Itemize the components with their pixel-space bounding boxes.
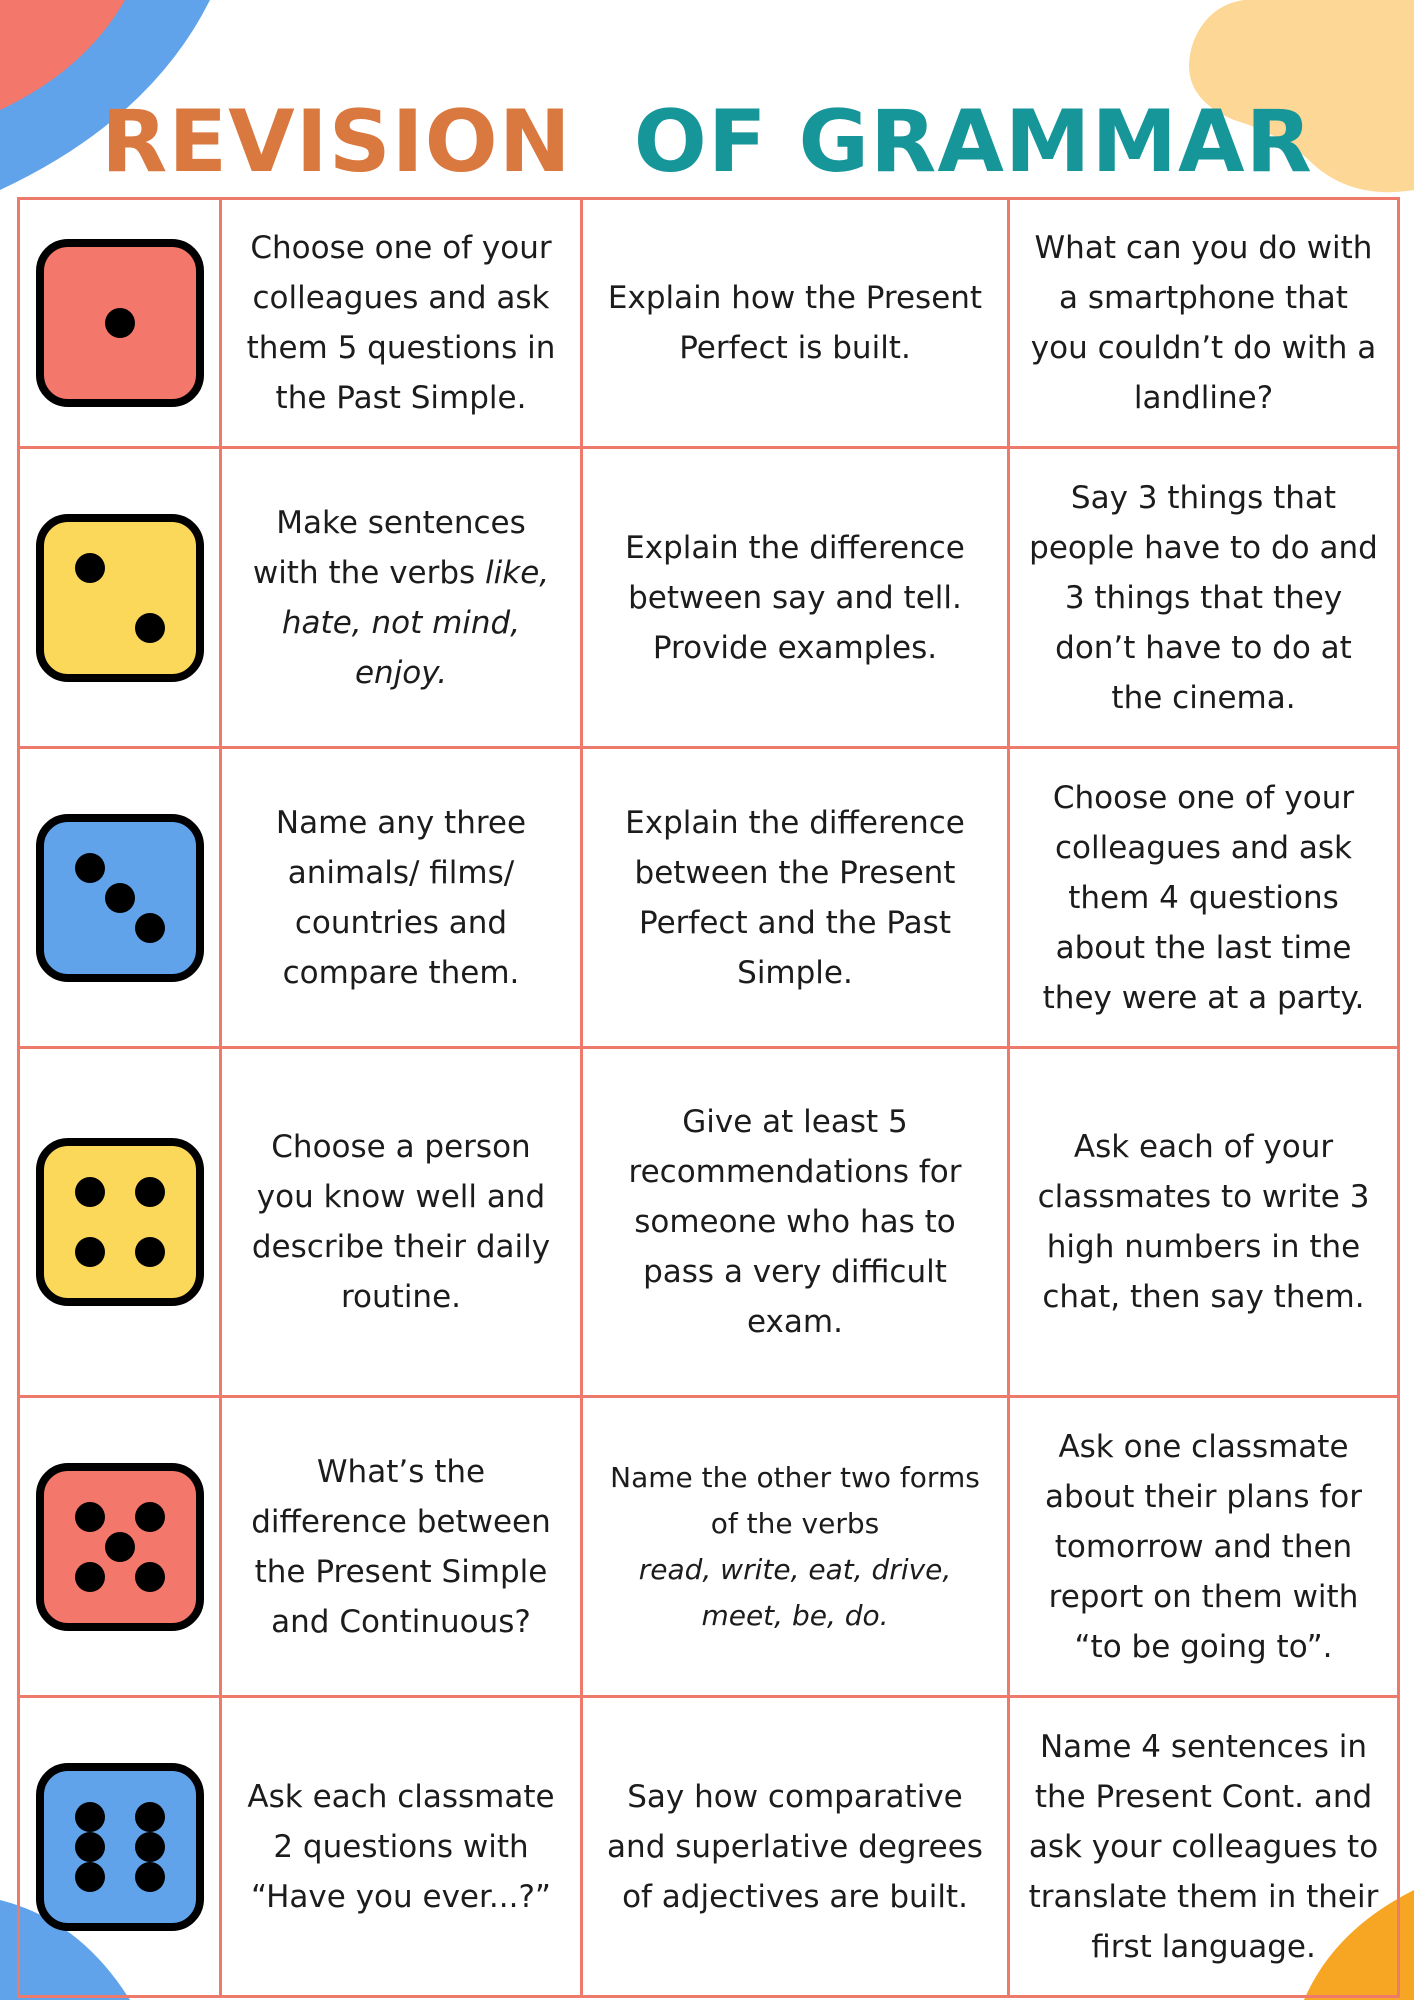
die-pip	[75, 853, 105, 883]
grid-row-2	[19, 448, 1399, 748]
die-pip	[135, 1562, 165, 1592]
die-face	[40, 1767, 200, 1927]
die-cell-1	[19, 199, 221, 448]
task-cell-5-2	[582, 1397, 1009, 1697]
die-face	[40, 1142, 200, 1302]
die-cell-5	[19, 1397, 221, 1697]
die-pip	[105, 883, 135, 913]
task-cell-6-1: Ask each classmate 2 questions with “Have you ever...?”	[221, 1697, 582, 1997]
die-pip	[135, 1802, 165, 1832]
page-title	[0, 92, 1414, 192]
task-cell-3-2: Explain the difference between the Present Perfect and the Past Simple.	[582, 748, 1009, 1048]
die-six-icon	[35, 1762, 205, 1932]
die-pip	[75, 1862, 105, 1892]
task-cell-3-1: Name any three animals/ films/ countries and compare them.	[221, 748, 582, 1048]
activity-grid	[17, 197, 1400, 1998]
grid-row-4	[19, 1048, 1399, 1397]
die-pip	[75, 1177, 105, 1207]
die-pip	[135, 1177, 165, 1207]
die-pip	[135, 613, 165, 643]
die-pip	[105, 308, 135, 338]
task-cell-1-2: Explain how the Present Perfect is built.	[582, 199, 1009, 448]
die-pip	[75, 1802, 105, 1832]
task-cell-5-3: Ask one classmate about their plans for tomorrow and then report on them with “to be going to”.	[1009, 1397, 1399, 1697]
task-cell-3-3: Choose one of your colleagues and ask them 4 questions about the last time they were at a party.	[1009, 748, 1399, 1048]
die-pip	[135, 1862, 165, 1892]
grid-row-5	[19, 1397, 1399, 1697]
task-cell-1-3: What can you do with a smartphone that you couldn’t do with a landline?	[1009, 199, 1399, 448]
die-pip	[75, 1502, 105, 1532]
title-part-of-grammar: OF GRAMMAR	[633, 92, 1313, 192]
task-cell-5-1: What’s the difference between the Present Simple and Continuous?	[221, 1397, 582, 1697]
grid-row-1	[19, 199, 1399, 448]
die-pip	[135, 1832, 165, 1862]
task-cell-1-1: Choose one of your colleagues and ask them 5 questions in the Past Simple.	[221, 199, 582, 448]
die-three-icon	[35, 813, 205, 983]
die-cell-6	[19, 1697, 221, 1997]
die-face	[40, 518, 200, 678]
die-five-icon	[35, 1462, 205, 1632]
die-pip	[75, 1562, 105, 1592]
task-cell-2-2: Explain the difference between say and tell. Provide examples.	[582, 448, 1009, 748]
die-four-icon	[35, 1137, 205, 1307]
task-verbs: like, hate, not mind, enjoy.	[281, 554, 550, 691]
task-cell-2-3: Say 3 things that people have to do and 3 things that they don’t have to do at the cinema.	[1009, 448, 1399, 748]
grid-row-3	[19, 748, 1399, 1048]
die-pip	[135, 913, 165, 943]
die-pip	[135, 1237, 165, 1267]
die-two-icon	[35, 513, 205, 683]
die-pip	[75, 553, 105, 583]
task-verbs: read, write, eat, drive, meet, be, do.	[638, 1552, 952, 1632]
die-pip	[75, 1832, 105, 1862]
die-cell-3	[19, 748, 221, 1048]
die-pip	[75, 1237, 105, 1267]
task-text: Make sentences with the verbs	[252, 504, 526, 591]
task-text: Name the other two forms of the verbs	[610, 1460, 980, 1540]
die-cell-2	[19, 448, 221, 748]
task-cell-2-1	[221, 448, 582, 748]
task-cell-4-1: Choose a person you know well and describe their daily routine.	[221, 1048, 582, 1397]
title-part-revision: REVISION	[101, 92, 572, 192]
task-cell-4-2: Give at least 5 recommendations for someone who has to pass a very difficult exam.	[582, 1048, 1009, 1397]
task-cell-6-3: Name 4 sentences in the Present Cont. and ask your colleagues to translate them in their first language.	[1009, 1697, 1399, 1997]
task-cell-6-2: Say how comparative and superlative degrees of adjectives are built.	[582, 1697, 1009, 1997]
die-one-icon	[35, 238, 205, 408]
grid-row-6	[19, 1697, 1399, 1997]
die-cell-4	[19, 1048, 221, 1397]
die-pip	[105, 1532, 135, 1562]
die-pip	[135, 1502, 165, 1532]
task-cell-4-3: Ask each of your classmates to write 3 high numbers in the chat, then say them.	[1009, 1048, 1399, 1397]
